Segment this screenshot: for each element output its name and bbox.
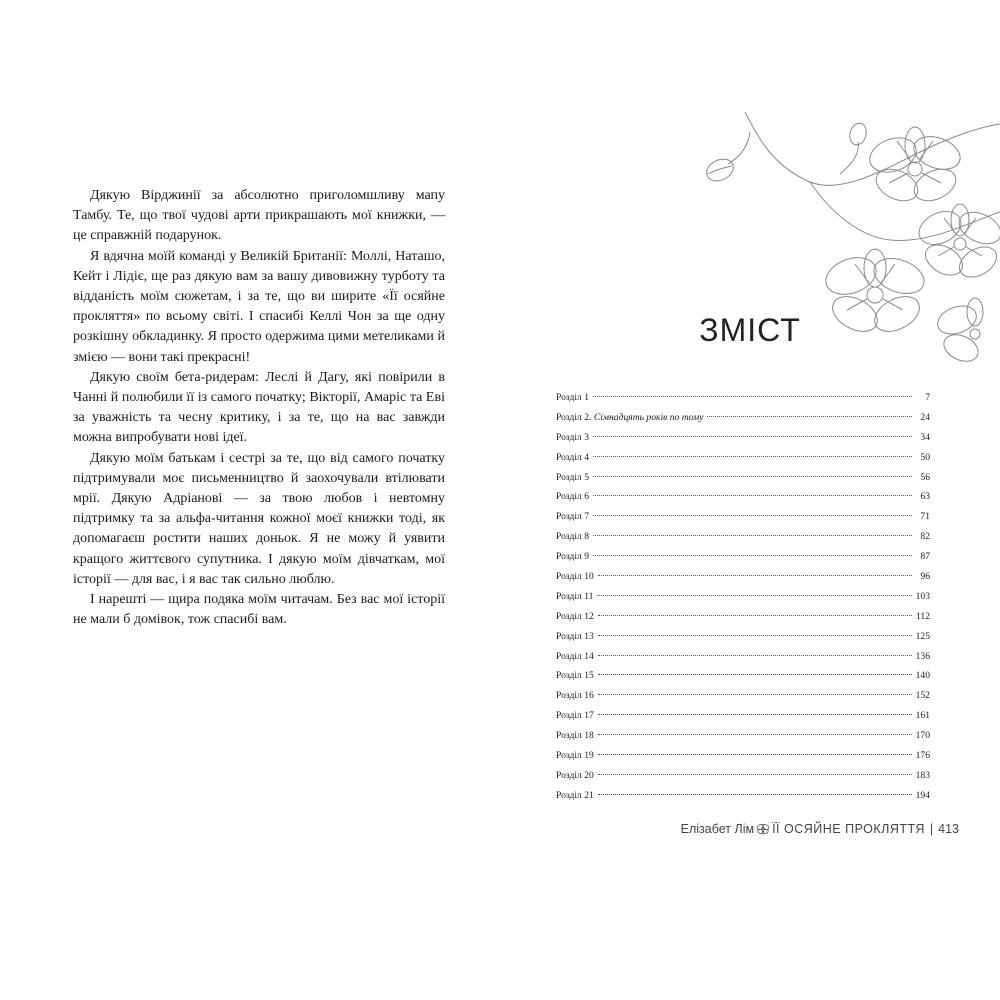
toc-chapter-label (556, 746, 594, 766)
toc-page-number: 56 (920, 471, 930, 483)
toc-chapter-name: Розділ 19 (556, 750, 594, 762)
toc-chapter-name: Розділ 7 (556, 511, 590, 523)
toc-leader-dots (593, 436, 912, 437)
toc-chapter-name: Розділ 17 (556, 710, 594, 722)
toc-page-number: 71 (920, 511, 930, 523)
toc-page-number: 87 (920, 551, 930, 563)
toc-entry (556, 766, 930, 786)
page-number: 413 (938, 822, 959, 836)
toc-chapter-label (556, 706, 594, 726)
table-of-contents (556, 388, 930, 806)
toc-entry (556, 408, 930, 428)
toc-chapter-name: Розділ 15 (556, 670, 594, 682)
toc-chapter-label (556, 607, 594, 627)
toc-chapter-label (556, 448, 589, 468)
toc-entry (556, 706, 930, 726)
toc-page-number: 103 (915, 590, 930, 602)
toc-chapter-label (556, 487, 589, 507)
toc-leader-dots (598, 694, 912, 695)
toc-chapter-subtitle: Сімнадцять років по тому (593, 411, 704, 423)
toc-entry (556, 666, 930, 686)
toc-entry (556, 567, 930, 587)
toc-chapter-name: Розділ 20 (556, 769, 594, 781)
toc-chapter-name: Розділ 13 (556, 630, 594, 642)
toc-page-number: 136 (915, 650, 930, 662)
toc-chapter-name: Розділ 10 (556, 571, 594, 583)
toc-chapter-label (556, 666, 594, 686)
toc-chapter-label (556, 766, 594, 786)
toc-chapter-name: Розділ 3 (556, 431, 590, 443)
toc-leader-dots (593, 495, 912, 496)
toc-chapter-label (556, 388, 589, 408)
toc-chapter-label (556, 627, 594, 647)
toc-entry (556, 468, 930, 488)
toc-entry (556, 726, 930, 746)
paragraph: Дякую моїм батькам і сестрі за те, що від самого початку підтримували моє письменництво й заохочували втілювати мрії. Дякую Адріанові — за твою любов і невтомну підтримку та за альфа-читання кожної моєї книжки тоді, як допомагаєш ростити наших доньок. Я не можу й уявити кращого життєвого супутника. І дякую моїм дівчаткам, мої історії — для вас, і я вас так сильно люблю. (73, 450, 445, 587)
toc-leader-dots (598, 655, 912, 656)
acknowledgements-text (73, 186, 445, 630)
toc-chapter-name: Розділ 4 (556, 451, 590, 463)
toc-chapter-label (556, 587, 593, 607)
toc-chapter-name: Розділ 18 (556, 730, 594, 742)
toc-leader-dots (597, 595, 911, 596)
toc-leader-dots (598, 575, 912, 576)
toc-leader-dots (598, 774, 912, 775)
toc-leader-dots (598, 714, 912, 715)
toc-chapter-label (556, 468, 589, 488)
toc-title: ЗМІСТ (699, 312, 801, 348)
toc-chapter-name: Розділ 6 (556, 491, 590, 503)
toc-leader-dots (593, 535, 912, 536)
toc-chapter-label (556, 428, 589, 448)
toc-chapter-name: Розділ 14 (556, 650, 594, 662)
toc-page-number: 140 (915, 670, 930, 682)
toc-page-number: 96 (920, 571, 930, 583)
toc-leader-dots (593, 555, 912, 556)
paragraph: Я вдячна моїй команді у Великій Британії: Моллі, Наташо, Кейт і Лідіє, ще раз дякую вам за вашу дивовижну турботу та відданість моїм сюжетам, і за те, що ви ширите «Її осяйне прокляття» по всьому світі. І спасибі Келлі Чон за ще одну розкішну обкладинку. Я просто одержима цими метеликами й змією — вони такі прекрасні! (73, 248, 445, 365)
toc-page-number: 170 (915, 730, 930, 742)
toc-leader-dots (598, 734, 912, 735)
toc-leader-dots (707, 416, 912, 417)
toc-page-number: 176 (915, 750, 930, 762)
toc-leader-dots (598, 754, 912, 755)
toc-page-number: 63 (920, 491, 930, 503)
toc-entry (556, 647, 930, 667)
toc-chapter-label (556, 686, 594, 706)
footer-author: Елізабет Лім (680, 822, 755, 836)
footer-book-title: ЇЇ ОСЯЙНЕ ПРОКЛЯТТЯ (772, 822, 925, 836)
toc-page-number: 82 (920, 531, 930, 543)
toc-chapter-label (556, 726, 594, 746)
toc-entry (556, 507, 930, 527)
toc-entry (556, 388, 930, 408)
toc-entry (556, 786, 930, 806)
toc-entry (556, 746, 930, 766)
running-footer (681, 822, 959, 836)
toc-page-number: 125 (915, 630, 930, 642)
toc-entry (556, 487, 930, 507)
paragraph: Дякую своїм бета-ридерам: Леслі й Дагу, які повірили в Чанні й полюбили її із самого початку; Вікторії, Амаріс та Еві за уважність та чесну критику, і за те, що на вас завжди можна випробувати нові ідеї. (73, 369, 445, 446)
toc-entry (556, 527, 930, 547)
toc-leader-dots (598, 674, 912, 675)
toc-entry (556, 627, 930, 647)
paragraph: Дякую Вірджинії за абсолютно приголомшливу мапу Тамбу. Те, що твої чудові арти прикрашають мої книжки, — це справжній подарунок. (73, 188, 445, 244)
toc-page-number: 152 (915, 690, 930, 702)
toc-chapter-label (556, 408, 703, 428)
toc-page-number: 112 (915, 610, 930, 622)
toc-chapter-name: Розділ 21 (556, 789, 594, 801)
toc-chapter-name: Розділ 8 (556, 531, 590, 543)
toc-entry (556, 587, 930, 607)
toc-entry (556, 448, 930, 468)
toc-leader-dots (593, 515, 912, 516)
toc-chapter-label (556, 647, 594, 667)
toc-page-number: 183 (915, 769, 930, 781)
toc-chapter-label (556, 547, 589, 567)
toc-leader-dots (598, 615, 912, 616)
toc-chapter-name: Розділ 9 (556, 551, 590, 563)
toc-page-number: 161 (915, 710, 930, 722)
toc-chapter-label (556, 507, 589, 527)
toc-entry (556, 547, 930, 567)
toc-page-number: 34 (920, 431, 930, 443)
toc-leader-dots (593, 456, 912, 457)
toc-leader-dots (598, 794, 912, 795)
toc-leader-dots (598, 635, 912, 636)
toc-chapter-label (556, 527, 589, 547)
toc-chapter-name: Розділ 11 (556, 590, 594, 602)
toc-chapter-label (556, 786, 594, 806)
toc-entry (556, 607, 930, 627)
toc-leader-dots (593, 476, 912, 477)
toc-chapter-name: Розділ 16 (556, 690, 594, 702)
right-page (500, 0, 1000, 1000)
orchid-icon (756, 822, 770, 836)
toc-entry (556, 686, 930, 706)
toc-page-number: 194 (915, 789, 930, 801)
toc-page-number: 7 (925, 392, 930, 403)
toc-chapter-name: Розділ 2. (556, 411, 592, 423)
toc-entry (556, 428, 930, 448)
toc-leader-dots (593, 396, 912, 397)
paragraph: І нарешті — щира подяка моїм читачам. Без вас мої історії не мали б домівок, тож спасибі вам. (73, 592, 445, 628)
toc-chapter-name: Розділ 1 (556, 392, 590, 403)
toc-page-number: 24 (920, 411, 930, 423)
toc-chapter-label (556, 567, 594, 587)
footer-separator: | (929, 822, 934, 836)
toc-page-number: 50 (920, 451, 930, 463)
toc-chapter-name: Розділ 5 (556, 471, 590, 483)
toc-chapter-name: Розділ 12 (556, 610, 594, 622)
